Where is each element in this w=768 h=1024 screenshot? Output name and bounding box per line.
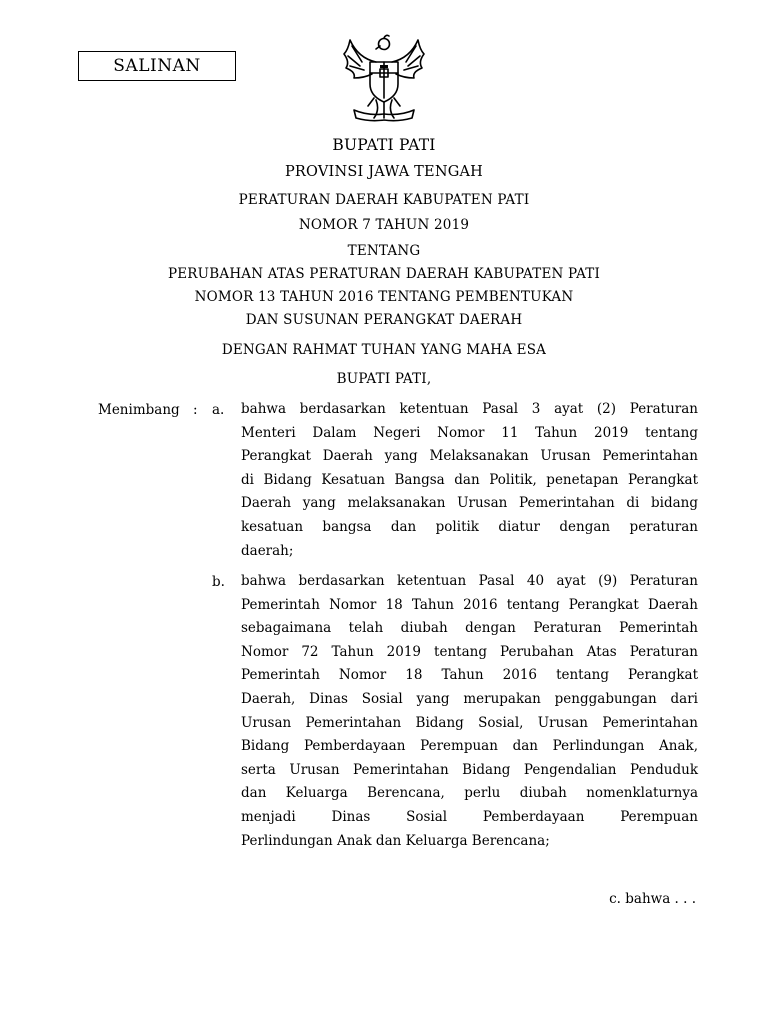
- blessing-line: DENGAN RAHMAT TUHAN YANG MAHA ESA: [221, 342, 547, 358]
- salinan-stamp: SALINAN: [78, 51, 236, 81]
- consideration-b-line: Bidang Pemberdayaan Perempuan dan Perlindungan Anak,: [241, 738, 698, 755]
- about-label: TENTANG: [347, 243, 421, 259]
- consideration-b-line: bahwa berdasarkan ketentuan Pasal 40 ayat (9) Peraturan: [241, 573, 698, 589]
- consideration-b-line: Daerah, Dinas Sosial yang merupakan penggabungan dari: [241, 690, 698, 707]
- consideration-b-line: dan Keluarga Berencana, perlu diubah nomenklaturnya: [241, 785, 698, 802]
- consideration-b: [241, 570, 698, 853]
- consideration-a-line: Daerah yang melaksanakan Urusan Pemerintahan di bidang: [241, 495, 698, 512]
- item-letter-a: a.: [212, 402, 225, 418]
- consideration-b-line: Pemerintah Nomor 18 Tahun 2016 tentang Perangkat: [241, 667, 698, 684]
- subject-line-1: PERUBAHAN ATAS PERATURAN DAERAH KABUPATEN PATI: [167, 266, 601, 282]
- garuda-emblem: [336, 32, 432, 124]
- consideration-a-line: di Bidang Kesatuan Bangsa dan Politik, penetapan Perangkat: [241, 471, 698, 488]
- continuation-reference: c. bahwa . . .: [609, 891, 696, 907]
- regulation-number: NOMOR 7 TAHUN 2019: [298, 217, 470, 233]
- consideration-b-line: Nomor 72 Tahun 2019 tentang Perubahan Atas Peraturan: [241, 643, 698, 660]
- item-letter-b: b.: [212, 574, 225, 590]
- regulation-title: PERATURAN DAERAH KABUPATEN PATI: [238, 192, 530, 208]
- consideration-b-line: Pemerintah Nomor 18 Tahun 2016 tentang Perangkat Daerah: [241, 596, 698, 613]
- subject-line-3: DAN SUSUNAN PERANGKAT DAERAH: [245, 312, 523, 328]
- consideration-a-line: Perangkat Daerah yang Melaksanakan Urusan Pemerintahan: [241, 448, 698, 465]
- subject-line-2: NOMOR 13 TAHUN 2016 TENTANG PEMBENTUKAN: [194, 289, 574, 305]
- consideration-b-line: Perlindungan Anak dan Keluarga Berencana;: [241, 832, 550, 849]
- consideration-b-line: serta Urusan Pemerintahan Bidang Pengendalian Penduduk: [241, 761, 698, 778]
- consideration-a-line: Menteri Dalam Negeri Nomor 11 Tahun 2019 tentang: [241, 424, 698, 441]
- consideration-b-line: Urusan Pemerintahan Bidang Sosial, Urusan Pemerintahan: [241, 714, 698, 731]
- consideration-a-line: kesatuan bangsa dan politik diatur dengan peraturan: [241, 518, 698, 535]
- consideration-a: [241, 398, 698, 563]
- consideration-a-line: bahwa berdasarkan ketentuan Pasal 3 ayat (2) Peraturan: [241, 401, 698, 417]
- consideration-b-line: sebagaimana telah diubah dengan Peraturan Pemerintah: [241, 620, 698, 637]
- regent-salutation: BUPATI PATI,: [336, 371, 432, 387]
- regent-title: BUPATI PATI: [332, 136, 436, 154]
- consideration-a-line: daerah;: [241, 542, 294, 559]
- consideration-b-line: menjadi Dinas Sosial Pemberdayaan Perempuan: [241, 808, 698, 825]
- province-title: PROVINSI JAWA TENGAH: [284, 164, 484, 180]
- menimbang-label: Menimbang: [98, 402, 180, 418]
- menimbang-colon: :: [193, 402, 198, 418]
